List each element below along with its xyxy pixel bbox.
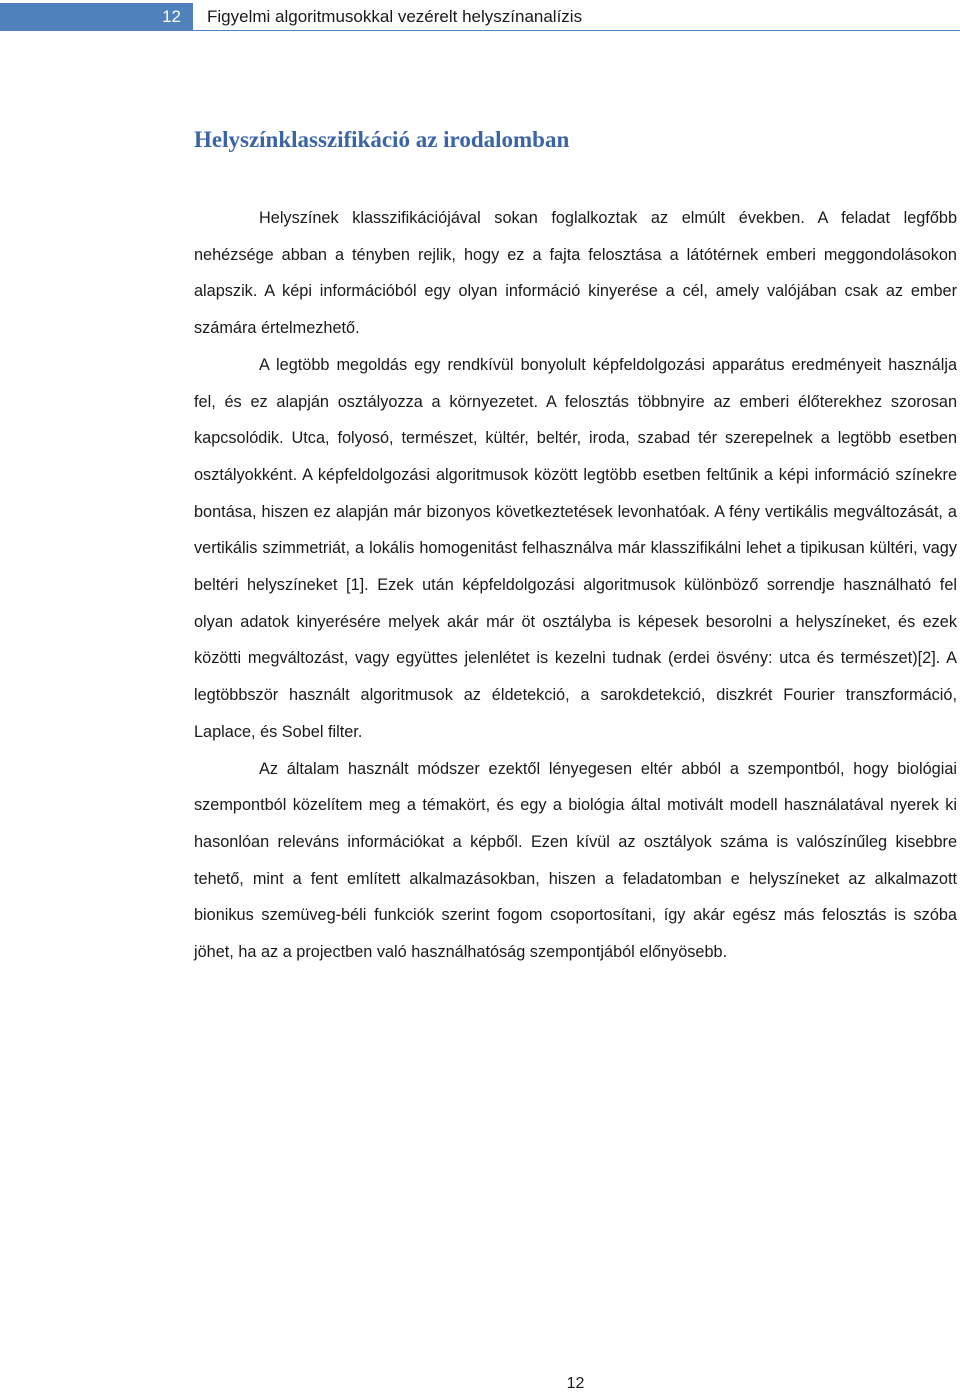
- paragraph-1: Helyszínek klasszifikációjával sokan foglalkoztak az elmúlt években. A feladat legfőbb nehézsége abban a tényben rejlik, hogy ez a fajta felosztása a látótérnek emberi meggondolásokon alapszik. A képi információból egy olyan információ kinyerése a cél, amely valójában csak az ember számára értelmezhető.: [194, 209, 957, 338]
- section-heading: Helyszínklasszifikáció az irodalomban: [194, 127, 570, 152]
- running-title: Figyelmi algoritmusokkal vezérelt helyszínanalízis: [207, 7, 583, 26]
- page-header: [0, 3, 960, 31]
- header-page-number: 12: [0, 3, 193, 31]
- footer-page-number: 12: [566, 1375, 585, 1392]
- body-text: [194, 200, 957, 971]
- paragraph-3: Az általam használt módszer ezektől lényegesen eltér abból a szempontból, hogy biológiai szempontból közelítem meg a témakört, és egy a biológia által motivált modell használatával nyerek ki hasonlóan releváns információkat a képből. Ezen kívül az osztályok száma is valószínűleg kisebbre tehető, mint a fent említett alkalmazásokban, hiszen a feladatomban e helyszíneket az alkalmazott bionikus szemüveg-béli funkciók szerint fogom csoportosítani, így akár egész más felosztás is szóba jöhet, ha az a projectben való használhatóság szempontjából előnyösebb.: [194, 759, 957, 962]
- paragraph-2: A legtöbb megoldás egy rendkívül bonyolult képfeldolgozási apparátus eredményeit használja fel, és ez alapján osztályozza a környezetet. A felosztás többnyire az emberi élőterekhez szorosan kapcsolódik. Utca, folyosó, természet, kültér, beltér, iroda, szabad tér szerepelnek a legtöbb esetben osztályokként. A képfeldolgozási algoritmusok között legtöbb esetben feltűnik a képi információ színekre bontása, hiszen ez alapján már bizonyos következtetések levonhatóak. A fény vertikális megváltozását, a vertikális szimmetriát, a lokális homogenitást felhasználva már klasszifikálni lehet a tipikusan kültéri, vagy beltéri helyszíneket [1]. Ezek után képfeldolgozási algoritmusok különböző sorrendje használható fel olyan adatok kinyerésére melyek akár már öt osztályba is képesek besorolni a helyszíneket, és ezek közötti megváltozást, vagy együttes jelenlétet is kezelni tudnak (erdei ösvény: utca és természet)[2]. A legtöbbször használt algoritmusok az éldetekció, a sarokdetekció, diszkrét Fourier transzformáció, Laplace, és Sobel filter.: [194, 355, 957, 741]
